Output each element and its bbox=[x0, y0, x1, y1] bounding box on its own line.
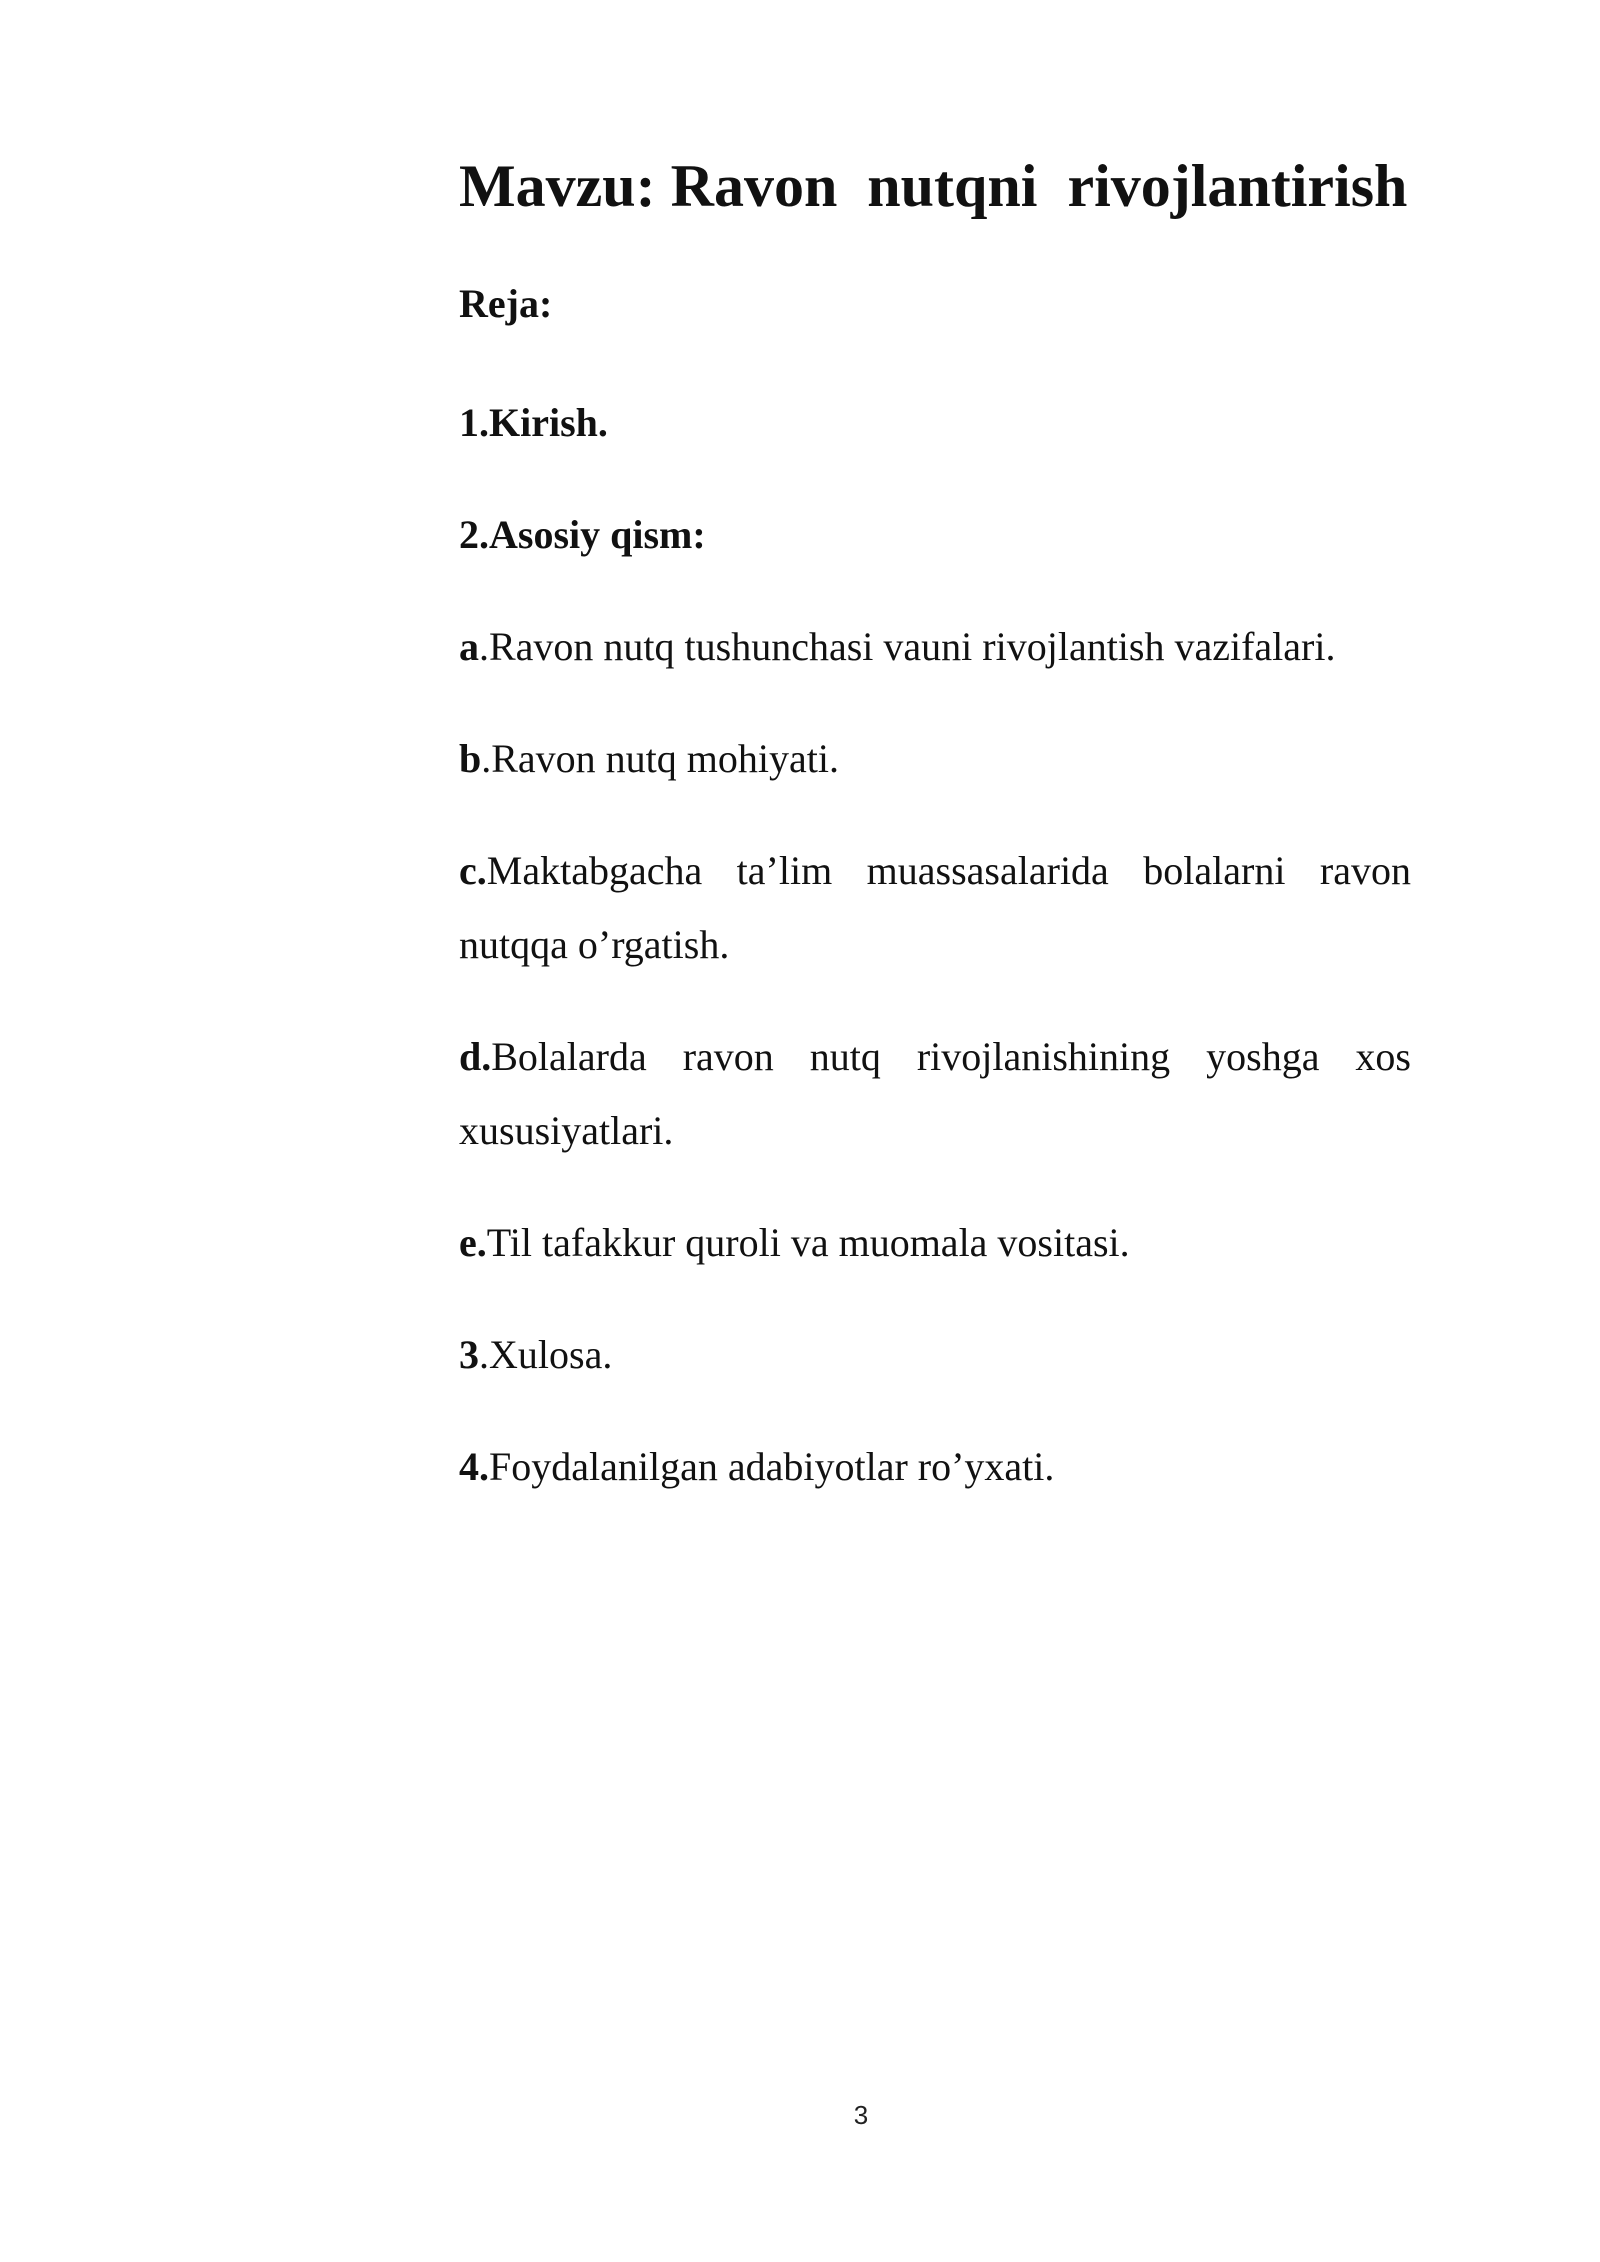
item-text: .Xulosa. bbox=[479, 1332, 613, 1377]
item-marker: b bbox=[459, 736, 482, 781]
item-marker: a bbox=[459, 624, 479, 669]
item-text: .Ravon nutq tushunchasi vauni rivojlantish vazifalari. bbox=[479, 624, 1336, 669]
document-content bbox=[459, 150, 1411, 1504]
item-text: Til tafakkur quroli va muomala vositasi. bbox=[486, 1220, 1130, 1265]
item-text: Maktabgacha ta’lim muassasalarida bolalarni ravon nutqqa o’rgatish. bbox=[459, 848, 1411, 967]
plan-item-b bbox=[459, 722, 1411, 796]
plan-item-a bbox=[459, 610, 1411, 684]
item-marker: 4. bbox=[459, 1444, 489, 1489]
plan-item-c bbox=[459, 834, 1411, 982]
item-text: Asosiy qism: bbox=[489, 512, 706, 557]
item-marker: c. bbox=[459, 848, 487, 893]
item-marker: 1. bbox=[459, 400, 489, 445]
item-marker: e. bbox=[459, 1220, 487, 1265]
item-marker: d. bbox=[459, 1034, 492, 1079]
page-number: 3 bbox=[853, 2100, 869, 2130]
plan-item-d bbox=[459, 1020, 1411, 1168]
item-marker: 3 bbox=[459, 1332, 479, 1377]
plan-item-e bbox=[459, 1206, 1411, 1280]
plan-item-main-part bbox=[459, 498, 1411, 572]
plan-item-conclusion bbox=[459, 1318, 1411, 1392]
plan-item-references bbox=[459, 1430, 1411, 1504]
item-text: Kirish. bbox=[489, 400, 608, 445]
item-text: Bolalarda ravon nutq rivojlanishining yoshga xos xususiyatlari. bbox=[459, 1034, 1411, 1153]
page-title: Mavzu: Ravon nutqni rivojlantirish bbox=[459, 153, 1408, 219]
plan-item-introduction bbox=[459, 386, 1411, 460]
item-text: .Ravon nutq mohiyati. bbox=[481, 736, 840, 781]
item-marker: 2. bbox=[459, 512, 489, 557]
plan-label: Reja: bbox=[459, 281, 553, 326]
item-text: Foydalanilgan adabiyotlar ro’yxati. bbox=[489, 1444, 1055, 1489]
